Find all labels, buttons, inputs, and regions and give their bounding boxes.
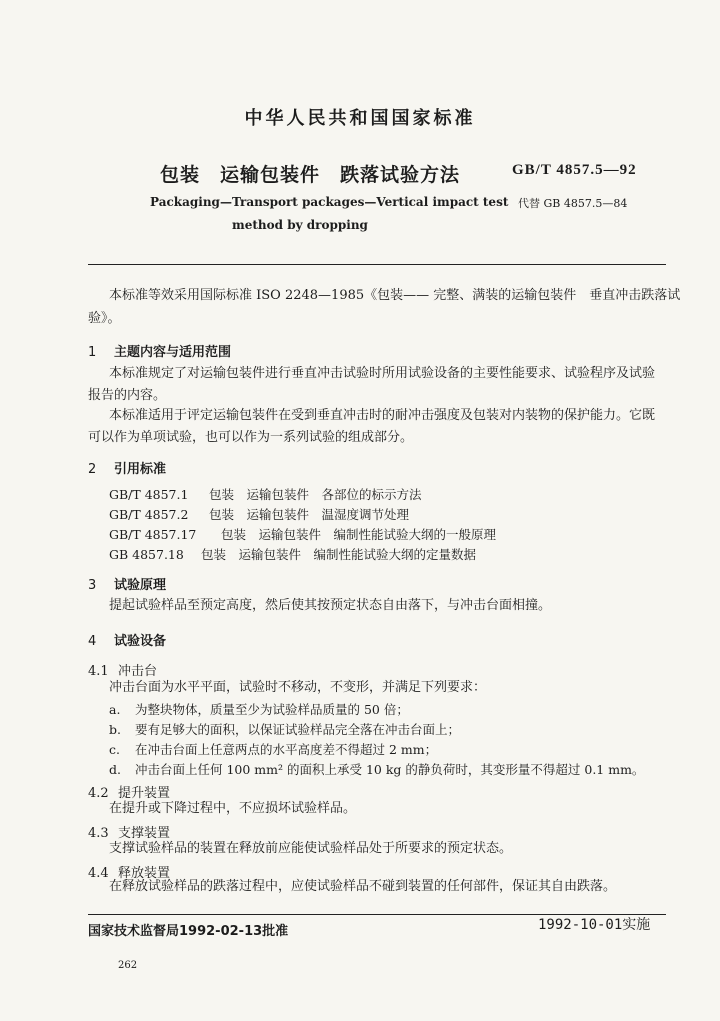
requirement-item bbox=[109, 760, 644, 778]
reference-title: 包装 运输包装件 编制性能试验大纲的一般原理 bbox=[221, 527, 497, 542]
subsection-4-1-heading bbox=[88, 660, 157, 679]
item-text: 要有足够大的面积，以保证试验样品完全落在冲击台面上； bbox=[135, 722, 461, 737]
s1-p1-line1: 本标准规定了对运输包装件进行垂直冲击试验时所用试验设备的主要性能要求、试验程序及试验 bbox=[109, 366, 656, 381]
item-text: 冲击台面上任何 100 mm² 的面积上承受 10 kg 的静负荷时，其变形量不得超过 0.1 mm。 bbox=[135, 762, 645, 777]
section-title: 试验设备 bbox=[114, 634, 167, 649]
subsection-title: 支撑装置 bbox=[118, 826, 171, 841]
section-3-heading bbox=[88, 574, 166, 593]
document-title-en-line2: method by dropping bbox=[232, 218, 368, 232]
reference-title: 包装 运输包装件 编制性能试验大纲的定量数据 bbox=[201, 547, 477, 562]
intro-line-2: 验》。 bbox=[88, 311, 121, 326]
reference-code: GB 4857.18 bbox=[109, 547, 184, 562]
s4-2-text: 在提升或下降过程中，不应损坏试验样品。 bbox=[109, 801, 357, 816]
item-marker: c. bbox=[109, 742, 120, 757]
standard-number: GB/T 4857.5—92 bbox=[512, 162, 637, 178]
page-number: 262 bbox=[118, 960, 138, 971]
item-marker: d. bbox=[109, 762, 121, 777]
subsection-title: 释放装置 bbox=[118, 866, 171, 881]
subsection-number: 4.3 bbox=[88, 826, 109, 841]
intro-line-1: 本标准等效采用国际标准 ISO 2248—1985《包装—— 完整、满装的运输包装件 垂直冲击跌落试 bbox=[109, 288, 681, 303]
reference-item bbox=[109, 485, 422, 503]
requirement-item bbox=[109, 700, 409, 718]
subsection-number: 4.4 bbox=[88, 866, 109, 881]
item-text: 在冲击台面上任意两点的水平高度差不得超过 2 mm； bbox=[135, 742, 438, 757]
section-number: 1 bbox=[88, 345, 97, 360]
header-divider bbox=[88, 264, 666, 265]
s1-p2-line1: 本标准适用于评定运输包装件在受到垂直冲击时的耐冲击强度及包装对内装物的保护能力。它既 bbox=[109, 408, 656, 423]
s4-3-text: 支撑试验样品的装置在释放前应能使试验样品处于所要求的预定状态。 bbox=[109, 841, 513, 856]
subsection-title: 提升装置 bbox=[118, 786, 171, 801]
subsection-number: 4.2 bbox=[88, 786, 109, 801]
reference-item bbox=[109, 545, 476, 563]
section-title: 试验原理 bbox=[114, 578, 167, 593]
document-title-en-line1: Packaging—Transport packages—Vertical impact test bbox=[150, 195, 509, 209]
requirement-item bbox=[109, 720, 460, 738]
item-marker: a. bbox=[109, 702, 121, 717]
s1-p2-line2: 可以作为单项试验，也可以作为一系列试验的组成部分。 bbox=[88, 430, 414, 445]
reference-title: 包装 运输包装件 温湿度调节处理 bbox=[209, 507, 410, 522]
replaces-note: 代替 GB 4857.5—84 bbox=[518, 197, 628, 210]
section-title: 引用标准 bbox=[114, 462, 167, 477]
approval-date: 国家技术监督局1992-02-13批准 bbox=[88, 924, 289, 939]
reference-item bbox=[109, 525, 496, 543]
s3-text: 提起试验样品至预定高度，然后使其按预定状态自由落下，与冲击台面相撞。 bbox=[109, 598, 552, 613]
s4-4-text: 在释放试验样品的跌落过程中，应使试验样品不碰到装置的任何部件，保证其自由跌落。 bbox=[109, 879, 617, 894]
section-number: 3 bbox=[88, 578, 97, 593]
requirement-item bbox=[109, 740, 437, 758]
effective-date: 1992-10-01实施 bbox=[538, 917, 651, 933]
item-marker: b. bbox=[109, 722, 121, 737]
s4-1-text: 冲击台面为水平平面，试验时不移动，不变形，并满足下列要求： bbox=[109, 680, 487, 695]
s1-p1-line2: 报告的内容。 bbox=[88, 388, 167, 403]
item-text: 为整块物体，质量至少为试验样品质量的 50 倍； bbox=[135, 702, 409, 717]
section-2-heading bbox=[88, 458, 166, 477]
section-4-heading bbox=[88, 630, 166, 649]
subsection-title: 冲击台 bbox=[118, 664, 158, 679]
section-title: 主题内容与适用范围 bbox=[114, 345, 232, 360]
document-title-zh: 包装 运输包装件 跌落试验方法 bbox=[160, 164, 461, 186]
reference-code: GB/T 4857.2 bbox=[109, 507, 189, 522]
reference-code: GB/T 4857.17 bbox=[109, 527, 197, 542]
reference-item bbox=[109, 505, 409, 523]
section-1-heading bbox=[88, 341, 231, 360]
section-number: 2 bbox=[88, 462, 97, 477]
reference-code: GB/T 4857.1 bbox=[109, 487, 189, 502]
national-standard-heading: 中华人民共和国国家标准 bbox=[244, 108, 476, 129]
reference-title: 包装 运输包装件 各部位的标示方法 bbox=[209, 487, 422, 502]
section-number: 4 bbox=[88, 634, 97, 649]
subsection-number: 4.1 bbox=[88, 664, 109, 679]
